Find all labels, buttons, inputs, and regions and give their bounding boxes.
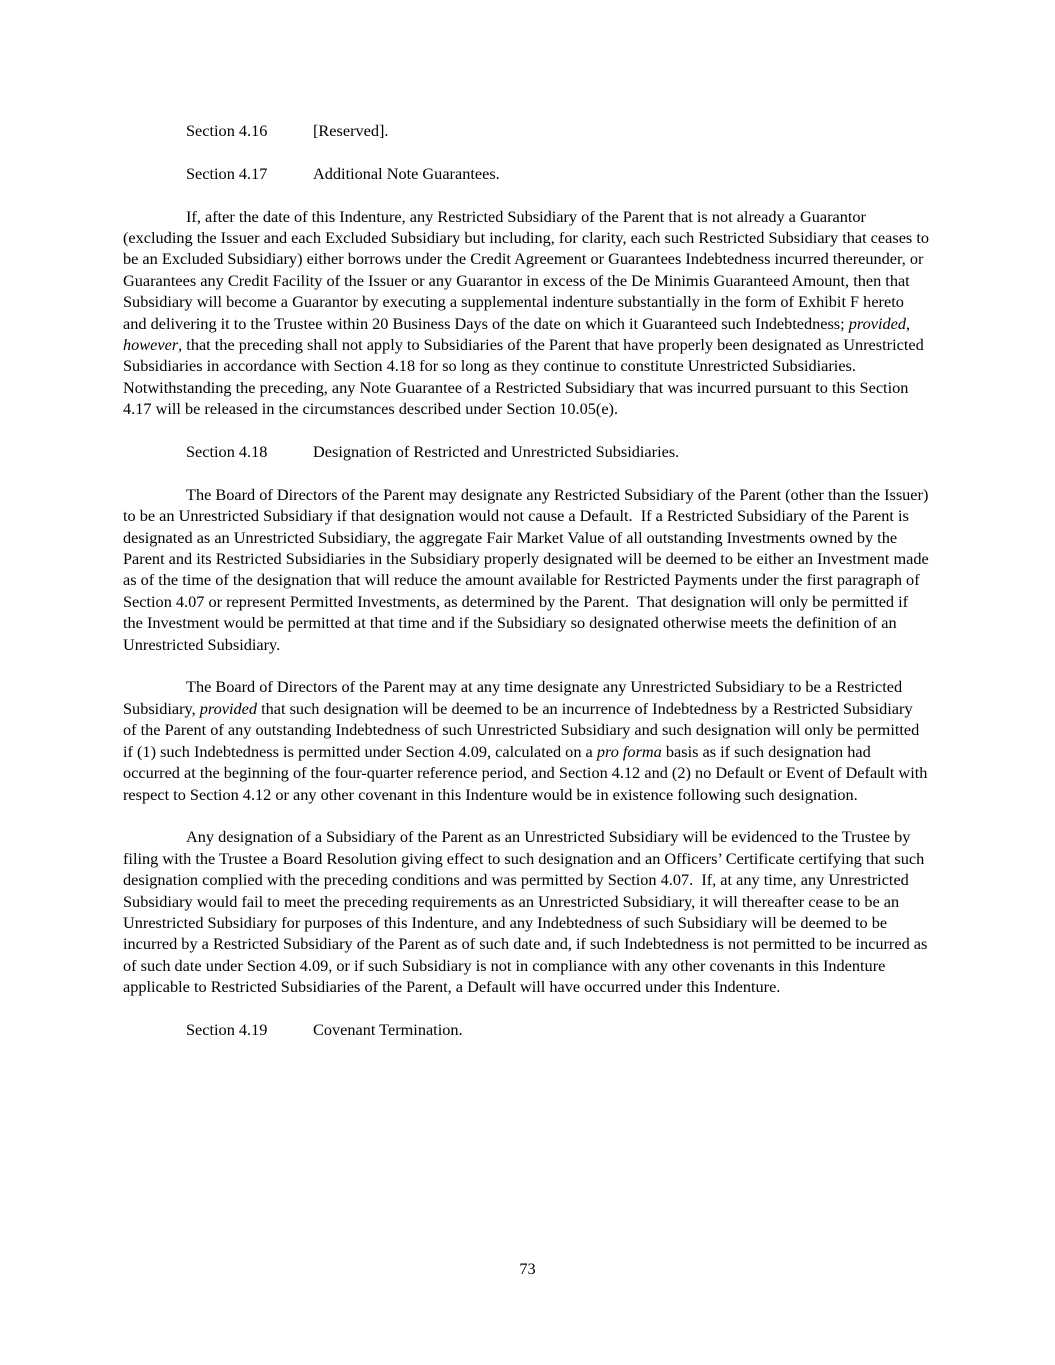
text-segment-italic: however <box>123 335 179 355</box>
text-segment: , <box>906 313 915 333</box>
section-number: Section 4.18 <box>186 442 268 462</box>
text-segment-italic: provided <box>848 313 907 333</box>
paragraph-additional-note-guarantees <box>123 206 934 420</box>
section-title: Covenant Termination. <box>313 1019 463 1039</box>
section-title: [Reserved]. <box>313 121 389 140</box>
section-number: Section 4.19 <box>186 1019 268 1039</box>
section-title: Additional Note Guarantees. <box>313 163 500 183</box>
text-segment: basis as if such designation had occurred at the beginning of the four-quarter reference period, and Section 4.12 and (2) no Default or Event of Default with respect to Section 4.12 or any other covenant in this Indenture would be in existence following such designation. <box>123 741 932 804</box>
text-segment: that such designation will be deemed to be an incurrence of Indebtedness by a Restricted Subsidiary of the Parent of any outstanding Indebtedness of such Unrestricted Subsidiary and such designation will only be permitted if (1) such Indebtedness is permitted under Section 4.09, calculated on a <box>123 698 924 761</box>
text-segment: , that the preceding shall not apply to Subsidiaries of the Parent that have properly been designated as Unrestricted Subsidiaries in accordance with Section 4.18 for so long as they continue to constitute Unrestricted Subsidiaries. Notwithstanding the preceding, any Note Guarantee of a Restricted Subsidiary that was incurred pursuant to this Section 4.17 will be released in the circumstances described under Section 10.05(e). <box>123 335 928 419</box>
text-segment: The Board of Directors of the Parent may designate any Restricted Subsidiary of the Parent (other than the Issuer) to be an Unrestricted Subsidiary if that designation would not cause a Default. If a Restricted Subsidiary of the Parent is designated as an Unrestricted Subsidiary, the aggregate Fair Market Value of all outstanding Investments owned by the Parent and its Restricted Subsidiaries in the Subsidiary properly designated will be deemed to be either an Investment made as of the time of the designation that will reduce the amount available for Restricted Payments under the first paragraph of Section 4.07 or represent Permitted Investments, as determined by the Parent. That designation will only be permitted if the Investment would be permitted at that time and if the Subsidiary so designated otherwise meets the definition of an Unrestricted Subsidiary. <box>123 484 933 654</box>
document-content <box>123 120 934 1040</box>
paragraph-redesignation <box>123 676 930 804</box>
text-segment-italic: pro forma <box>596 741 662 761</box>
section-heading-4-16 <box>123 120 930 141</box>
section-heading-4-17 <box>123 163 930 184</box>
paragraph-designation <box>123 484 933 655</box>
text-segment: Any designation of a Subsidiary of the Parent as an Unrestricted Subsidiary will be evidenced to the Trustee by filing with the Trustee a Board Resolution giving effect to such designation and an Officers’ Certificate certifying that such designation complied with the preceding conditions and was permitted by Section 4.07. If, at any time, any Unrestricted Subsidiary would fail to meet the preceding requirements as an Unrestricted Subsidiary, it will thereafter cease to be an Unrestricted Subsidiary for purposes of this Indenture, and any Indebtedness of such Subsidiary will be deemed to be incurred by a Restricted Subsidiary of the Parent as of such date and, if such Indebtedness is not permitted to be incurred as of such date under Section 4.09, or if such Subsidiary is not in compliance with any other covenants in this Indenture applicable to Restricted Subsidiaries of the Parent, a Default will have occurred under this Indenture. <box>123 827 932 997</box>
section-heading-4-19 <box>123 1019 930 1040</box>
page-number: 73 <box>519 1259 536 1278</box>
section-title: Designation of Restricted and Unrestricted Subsidiaries. <box>313 442 680 462</box>
paragraph-designation-evidence <box>123 826 930 997</box>
text-segment: The Board of Directors of the Parent may at any time designate any Unrestricted Subsidiary to be a Restricted Subsidiary, <box>123 677 907 718</box>
text-segment: If, after the date of this Indenture, any Restricted Subsidiary of the Parent that is not already a Guarantor (excluding the Issuer and each Excluded Subsidiary but including, for clarity, each such Restricted Subsidiary that ceases to be an Excluded Subsidiary) either borrows under the Credit Agreement or Guarantees Indebtedness incurred thereunder, or Guarantees any Credit Facility of the Issuer or any Guarantor in excess of the De Minimis Guaranteed Amount, then that Subsidiary will become a Guarantor by executing a supplemental indenture substantially in the form of Exhibit F hereto and delivering it to the Trustee within 20 Business Days of the date on which it Guaranteed such Indebtedness; <box>123 206 934 333</box>
text-segment-italic: provided <box>199 698 258 718</box>
section-number: Section 4.17 <box>186 163 268 183</box>
section-heading-4-18 <box>123 441 930 462</box>
section-number: Section 4.16 <box>186 121 268 140</box>
